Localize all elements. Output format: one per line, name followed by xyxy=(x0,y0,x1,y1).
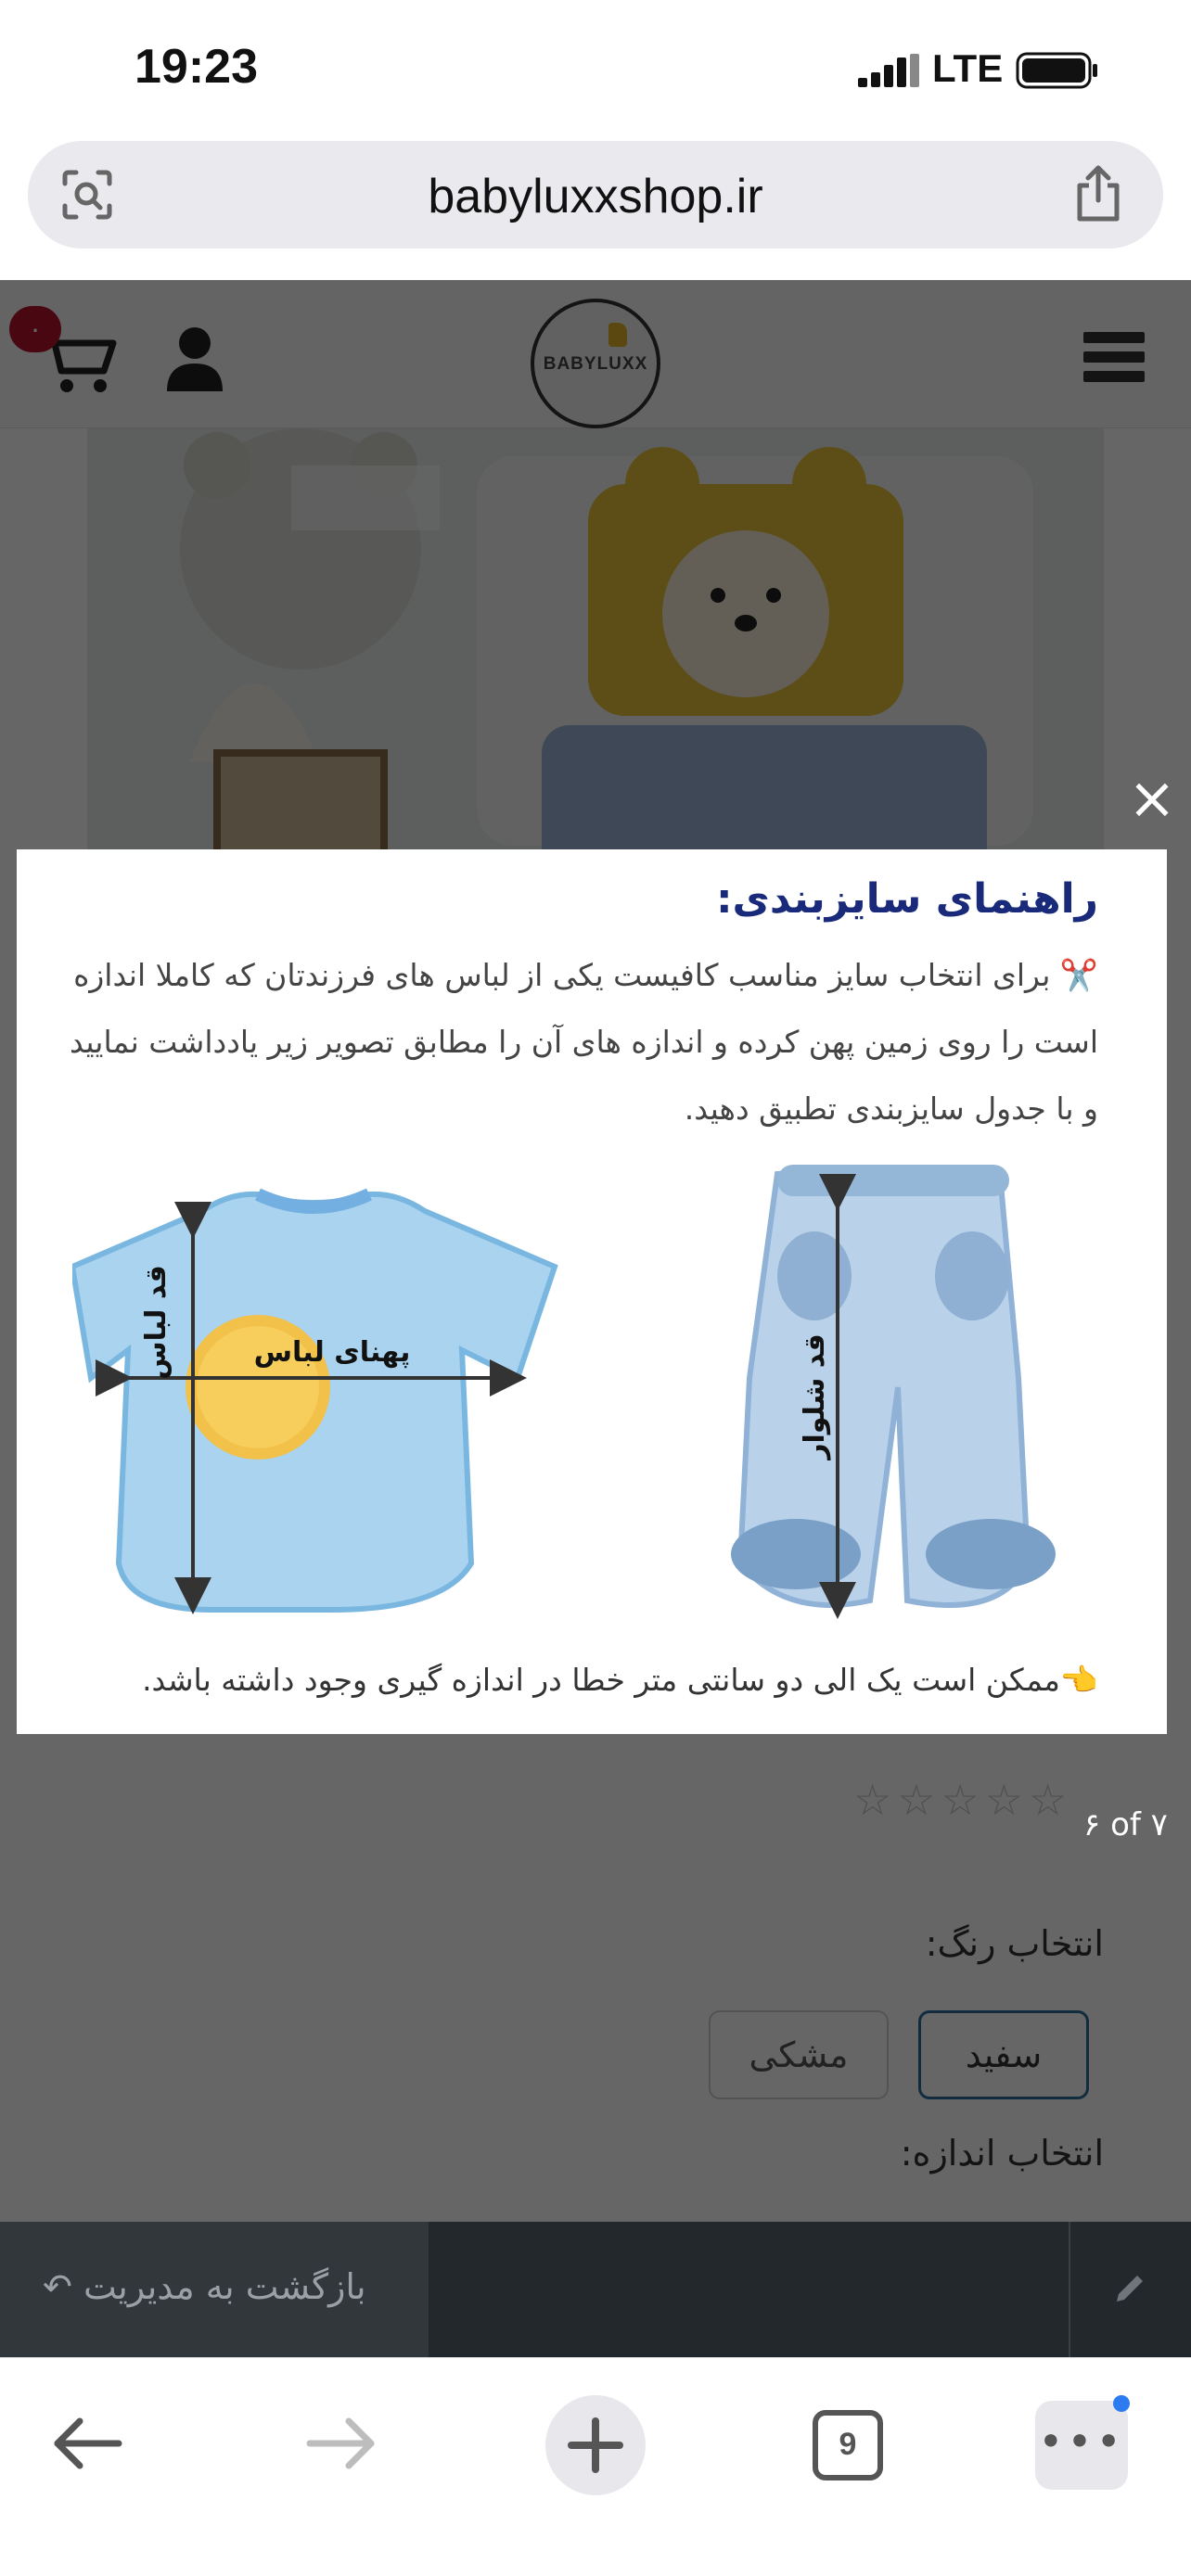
forward-arrow-icon[interactable] xyxy=(306,2416,377,2471)
status-bar xyxy=(0,0,1191,139)
shirt-width-label: پهنای لباس xyxy=(253,1336,411,1369)
lightbox-image xyxy=(17,849,1167,1734)
address-bar[interactable] xyxy=(28,141,1163,249)
share-icon[interactable] xyxy=(1070,163,1126,224)
pencil-icon[interactable] xyxy=(1111,2270,1148,2307)
back-arrow-icon[interactable] xyxy=(52,2416,122,2471)
back-to-admin-label: بازگشت به مدیریت ↶ xyxy=(43,2266,366,2307)
measurement-diagram xyxy=(72,1155,1111,1638)
pants-drawing xyxy=(731,1165,1056,1605)
pants-height-label: قد شلوار xyxy=(799,1333,831,1460)
network-type: LTE xyxy=(932,46,1004,90)
lightbox-counter: ۶ of ۷ xyxy=(1083,1806,1168,1843)
back-to-admin-button[interactable] xyxy=(0,2222,429,2357)
admin-bar xyxy=(0,2222,1191,2357)
browser-toolbar xyxy=(0,2357,1191,2576)
size-guide-intro: ✂️ برای انتخاب سایز مناسب کافیست یکی از لباس های فرزندتان که کاملا اندازه است را روی زمین پهن کرده و اندازه های آن را مطابق تصویر زیر یادداشت نمایید و با جدول سایزبندی تطبیق دهید. xyxy=(70,957,1098,1127)
new-tab-button[interactable] xyxy=(545,2395,646,2495)
admin-divider xyxy=(1069,2222,1070,2357)
plus-icon xyxy=(545,2395,646,2495)
shirt-drawing xyxy=(72,1194,555,1610)
status-time: 19:23 xyxy=(134,40,258,94)
tabs-button[interactable]: 9 xyxy=(813,2410,883,2480)
undo-icon: ↶ xyxy=(43,2266,72,2307)
close-lightbox-button[interactable]: × xyxy=(1128,764,1176,832)
size-guide-title: راهنمای سایزبندی: xyxy=(715,875,1098,923)
more-menu-button[interactable] xyxy=(1035,2401,1128,2490)
battery-icon xyxy=(1016,52,1099,89)
url-text[interactable]: babyluxxshop.ir xyxy=(428,170,763,223)
notification-dot xyxy=(1113,2395,1130,2412)
size-guide-note: 👈ممکن است یک الی دو سانتی متر خطا در اندازه گیری وجود داشته باشد. xyxy=(142,1662,1098,1698)
shirt-height-label: قد لباس xyxy=(140,1265,173,1380)
signal-icon xyxy=(858,54,919,91)
more-dots-icon: ••• xyxy=(1038,2417,1125,2467)
